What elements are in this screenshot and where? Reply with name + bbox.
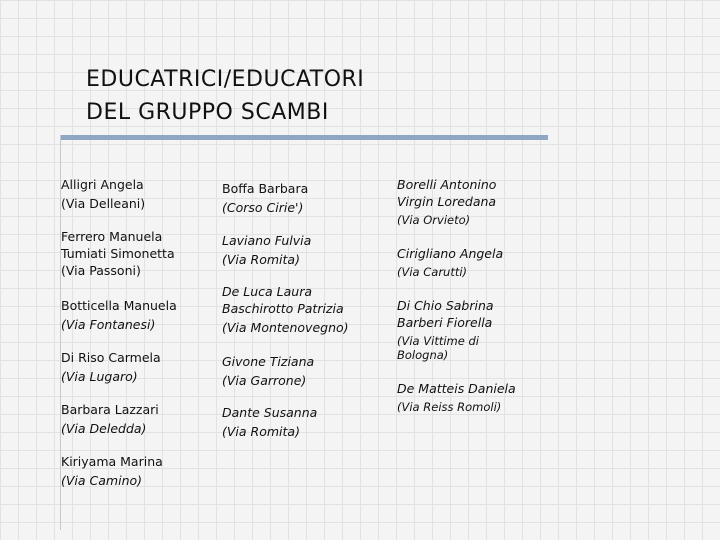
- educator-entry: [61, 297, 177, 333]
- educator-name: De Matteis Daniela: [397, 381, 516, 396]
- school-address: (Via Montenovegno): [222, 320, 349, 335]
- slide-title: [86, 63, 364, 129]
- educator-entry: [397, 176, 496, 227]
- educator-entry: [61, 401, 159, 437]
- educator-name: Di Chio Sabrina Barberi Fiorella: [397, 298, 494, 330]
- school-address: (Via Delleani): [61, 196, 146, 211]
- educator-name: Dante Susanna: [222, 405, 318, 420]
- educator-name: Di Riso Carmela: [61, 350, 161, 365]
- educator-entry: [61, 228, 175, 279]
- school-address: (Via Passoni): [61, 263, 141, 278]
- educator-name: Barbara Lazzari: [61, 402, 159, 417]
- school-address: (Via Carutti): [397, 265, 468, 279]
- school-address: (Via Romita): [222, 424, 300, 439]
- school-address: (Via Reiss Romoli): [397, 400, 502, 414]
- educator-name: Botticella Manuela: [61, 298, 177, 313]
- educator-entry: [222, 353, 314, 389]
- educator-name: Kiriyama Marina: [61, 454, 163, 469]
- school-address: (Via Garrone): [222, 373, 307, 388]
- educator-name: Alligri Angela: [61, 177, 144, 192]
- educator-entry: [397, 245, 503, 279]
- educator-name: De Luca Laura Baschirotto Patrizia: [222, 284, 344, 316]
- educator-name: Laviano Fulvia: [222, 233, 312, 248]
- educator-entry: [222, 180, 308, 216]
- educator-entry: [222, 232, 311, 268]
- educator-entry: [61, 453, 163, 489]
- school-address: (Via Camino): [61, 473, 143, 488]
- school-address: (Via Deledda): [61, 421, 147, 436]
- educator-entry: [222, 404, 317, 440]
- slide-title-line-2: DEL GRUPPO SCAMBI: [86, 100, 329, 125]
- school-address: (Via Romita): [222, 252, 300, 267]
- school-address: (Via Orvieto): [397, 213, 471, 227]
- educator-name: Givone Tiziana: [222, 354, 315, 369]
- educator-entry: [61, 349, 161, 385]
- school-address: (Via Fontanesi): [61, 317, 156, 332]
- school-address: (Via Lugaro): [61, 369, 138, 384]
- educator-entry: [222, 283, 349, 336]
- educator-name: Ferrero Manuela Tumiati Simonetta: [61, 229, 175, 261]
- school-address: (Via Vittime di Bologna): [397, 334, 479, 362]
- school-address: (Corso Cirie'): [222, 200, 304, 215]
- educator-entry: [397, 297, 494, 362]
- title-divider: [60, 135, 548, 140]
- educator-name: Cirigliano Angela: [397, 246, 504, 261]
- educator-entry: [397, 380, 516, 414]
- educator-entry: [61, 176, 145, 212]
- educator-name: Boffa Barbara: [222, 181, 309, 196]
- educator-name: Borelli Antonino Virgin Loredana: [397, 177, 497, 209]
- slide-title-line-1: EDUCATRICI/EDUCATORI: [86, 67, 365, 92]
